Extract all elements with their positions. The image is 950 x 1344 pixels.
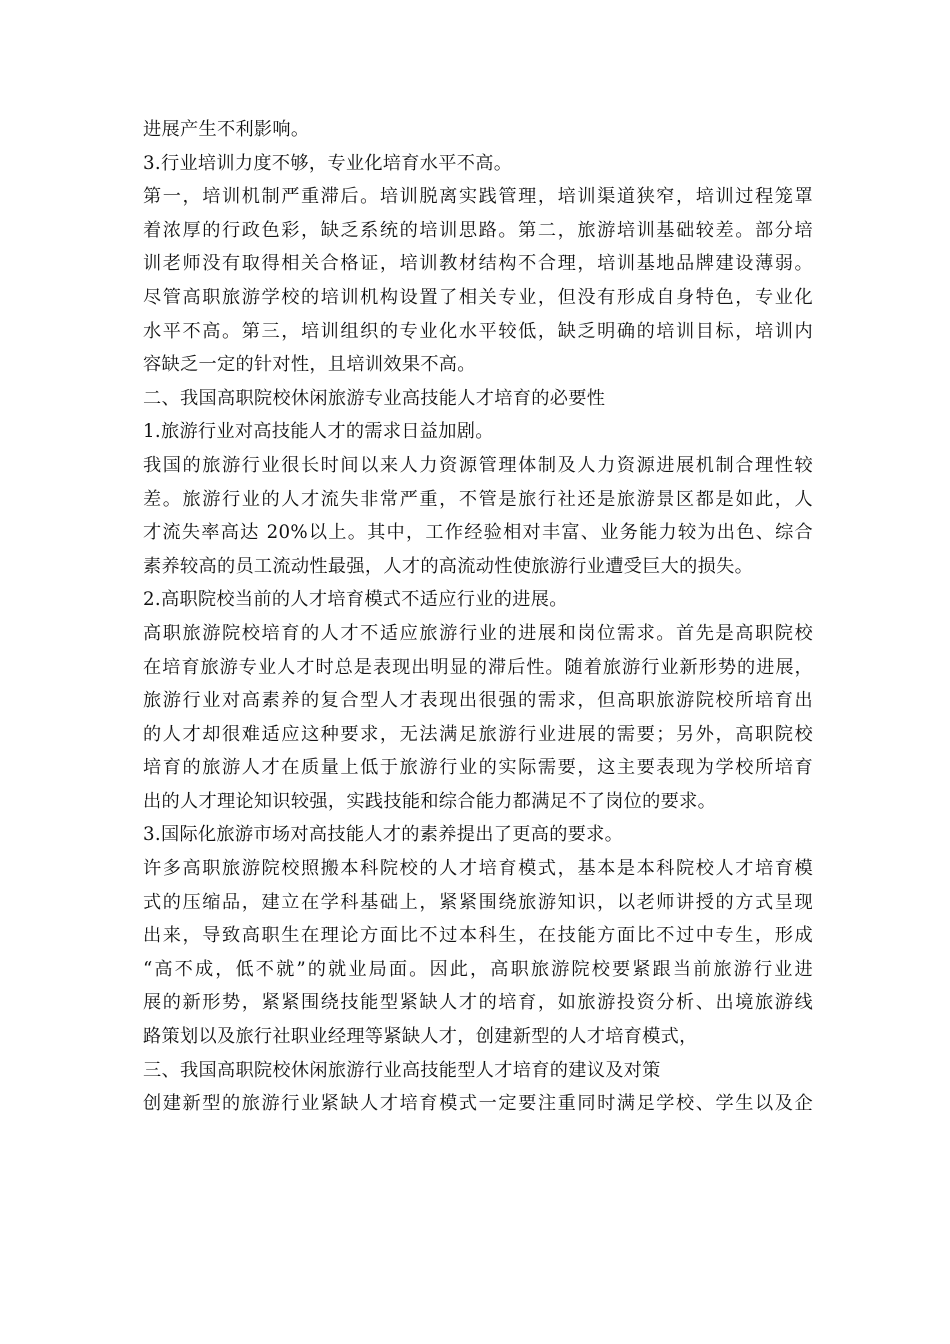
subheading: 3.国际化旅游市场对高技能人才的素养提出了更高的要求。: [143, 824, 624, 846]
text-line: 在培育旅游专业人才时总是表现出明显的滞后性。随着旅游行业新形势的进展，: [143, 656, 813, 678]
text-line: 创建新型的旅游行业紧缺人才培育模式一定要注重同时满足学校、学生以及企: [143, 1093, 813, 1115]
text-line: “高不成，低不就”的就业局面。因此，高职旅游院校要紧跟当前旅游行业进: [143, 958, 813, 980]
text-line: 才流失率高达 20%以上。其中，工作经验相对丰富、业务能力较为出色、综合: [143, 522, 813, 544]
text-line: 进展产生不利影响。: [143, 119, 310, 140]
document-body: [143, 113, 813, 1121]
section-heading: 三、我国高职院校休闲旅游行业高技能型人才培育的建议及对策: [143, 1059, 661, 1081]
text-line: 出的人才理论知识较强，实践技能和综合能力都满足不了岗位的要求。: [143, 790, 717, 812]
text-line: 素养较高的员工流动性最强，人才的高流动性使旅游行业遭受巨大的损失。: [143, 555, 754, 577]
text-line: 着浓厚的行政色彩，缺乏系统的培训思路。第二，旅游培训基础较差。部分培: [143, 219, 813, 241]
text-line: 我国的旅游行业很长时间以来人力资源管理体制及人力资源进展机制合理性较: [143, 454, 813, 476]
subheading: 1.旅游行业对高技能人才的需求日益加剧。: [143, 421, 494, 443]
text-line: 式的压缩品，建立在学科基础上，紧紧围绕旅游知识，以老师讲授的方式呈现: [143, 891, 813, 913]
text-line: 出来，导致高职生在理论方面比不过本科生，在技能方面比不过中专生，形成: [143, 925, 813, 947]
text-line: 旅游行业对高素养的复合型人才表现出很强的需求，但高职旅游院校所培育出: [143, 690, 813, 712]
text-line: 许多高职旅游院校照搬本科院校的人才培育模式，基本是本科院校人才培育模: [143, 858, 813, 880]
text-line: 的人才却很难适应这种要求，无法满足旅游行业进展的需要；另外，高职院校: [143, 723, 813, 745]
text-line: 尽管高职旅游学校的培训机构设置了相关专业，但没有形成自身特色，专业化: [143, 286, 813, 308]
text-line: 培育的旅游人才在质量上低于旅游行业的实际需要，这主要表现为学校所培育: [143, 757, 813, 779]
subheading: 2.高职院校当前的人才培育模式不适应行业的进展。: [143, 589, 568, 611]
text-line: 差。旅游行业的人才流失非常严重，不管是旅行社还是旅游景区都是如此，人: [143, 488, 813, 510]
text-line: 展的新形势，紧紧围绕技能型紧缺人才的培育，如旅游投资分析、出境旅游线: [143, 992, 813, 1014]
text-line: 容缺乏一定的针对性，且培训效果不高。: [143, 354, 476, 376]
text-line: 第一，培训机制严重滞后。培训脱离实践管理，培训渠道狭窄，培训过程笼罩: [143, 186, 813, 208]
subheading: 3.行业培训力度不够，专业化培育水平不高。: [143, 152, 513, 174]
text-line: 训老师没有取得相关合格证，培训教材结构不合理，培训基地品牌建设薄弱。: [143, 253, 813, 275]
text-line: 高职旅游院校培育的人才不适应旅游行业的进展和岗位需求。首先是高职院校: [143, 622, 813, 644]
text-line: 水平不高。第三，培训组织的专业化水平较低，缺乏明确的培训目标，培训内: [143, 320, 813, 342]
text-line: 路策划以及旅行社职业经理等紧缺人才，创建新型的人才培育模式，: [143, 1026, 698, 1048]
section-heading: 二、我国高职院校休闲旅游专业高技能人才培育的必要性: [143, 387, 606, 409]
